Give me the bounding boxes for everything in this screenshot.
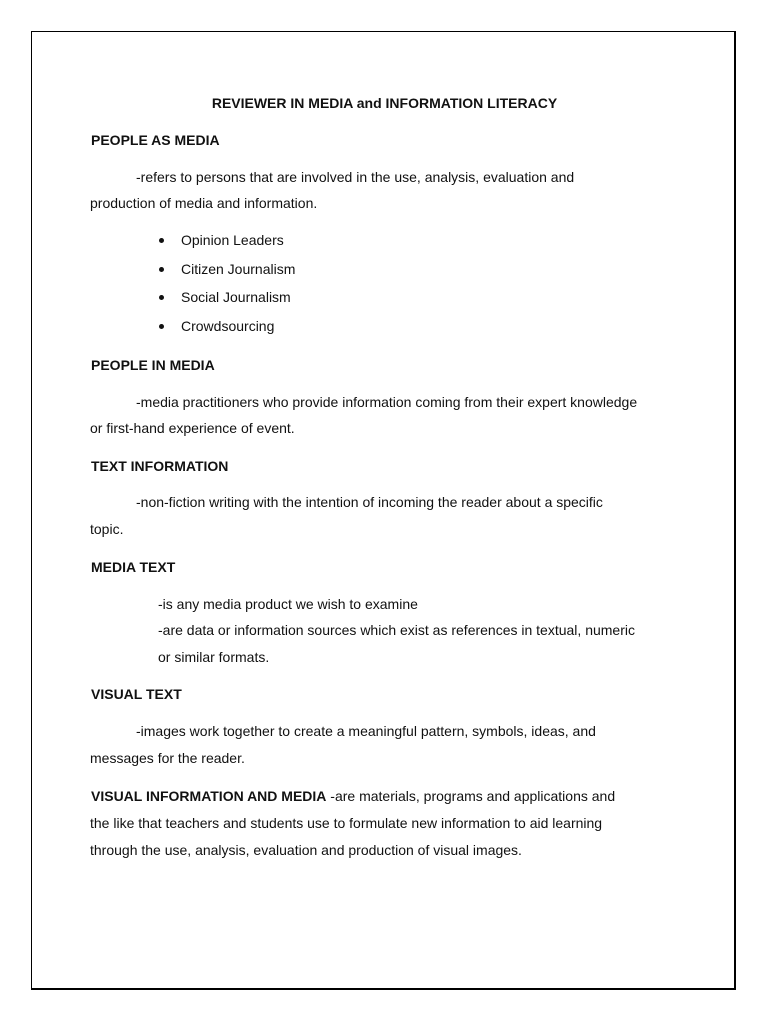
media-text-line2: -are data or information sources which exist as references in textual, numeric — [158, 622, 635, 638]
people-as-media-line1: -refers to persons that are involved in the use, analysis, evaluation and — [136, 169, 575, 185]
visual-text-line1: -images work together to create a meaningful pattern, symbols, ideas, and — [136, 723, 596, 739]
visual-information-line3: through the use, analysis, evaluation and production of visual images. — [90, 842, 522, 858]
list-item — [156, 260, 295, 289]
bullet-icon — [159, 267, 164, 272]
bullet-text: Opinion Leaders — [181, 232, 284, 248]
list-item — [156, 231, 295, 260]
heading-media-text: MEDIA TEXT — [91, 559, 176, 575]
media-text-line3: or similar formats. — [158, 649, 270, 665]
bullet-icon — [159, 295, 164, 300]
bullet-text: Social Journalism — [181, 289, 291, 305]
people-as-media-bullet-list — [156, 231, 295, 345]
people-in-media-line2: or first-hand experience of event. — [90, 420, 295, 436]
list-item — [156, 288, 295, 317]
document-page — [31, 31, 736, 990]
media-text-line1: -is any media product we wish to examine — [158, 596, 418, 612]
heading-people-as-media: PEOPLE AS MEDIA — [91, 132, 220, 148]
visual-information-definition-start: -are materials, programs and applications and — [326, 788, 616, 804]
heading-visual-information-and-media: VISUAL INFORMATION AND MEDIA — [91, 788, 327, 804]
visual-information-line2: the like that teachers and students use to formulate new information to aid learning — [90, 815, 603, 831]
text-information-line2: topic. — [90, 521, 124, 537]
heading-visual-text: VISUAL TEXT — [91, 686, 182, 702]
people-in-media-line1: -media practitioners who provide information coming from their expert knowledge — [136, 394, 638, 410]
visual-information-line1 — [91, 787, 615, 805]
text-information-line1: -non-fiction writing with the intention of incoming the reader about a specific — [136, 494, 603, 510]
people-as-media-line2: production of media and information. — [90, 195, 318, 211]
document-title: REVIEWER IN MEDIA and INFORMATION LITERACY — [211, 95, 558, 111]
bullet-text: Citizen Journalism — [181, 260, 296, 277]
bullet-icon — [159, 238, 164, 243]
heading-text-information: TEXT INFORMATION — [91, 458, 229, 474]
visual-text-line2: messages for the reader. — [90, 750, 245, 766]
bullet-text: Crowdsourcing — [181, 317, 275, 334]
list-item — [156, 317, 295, 346]
bullet-icon — [159, 324, 164, 329]
heading-people-in-media: PEOPLE IN MEDIA — [91, 357, 215, 373]
